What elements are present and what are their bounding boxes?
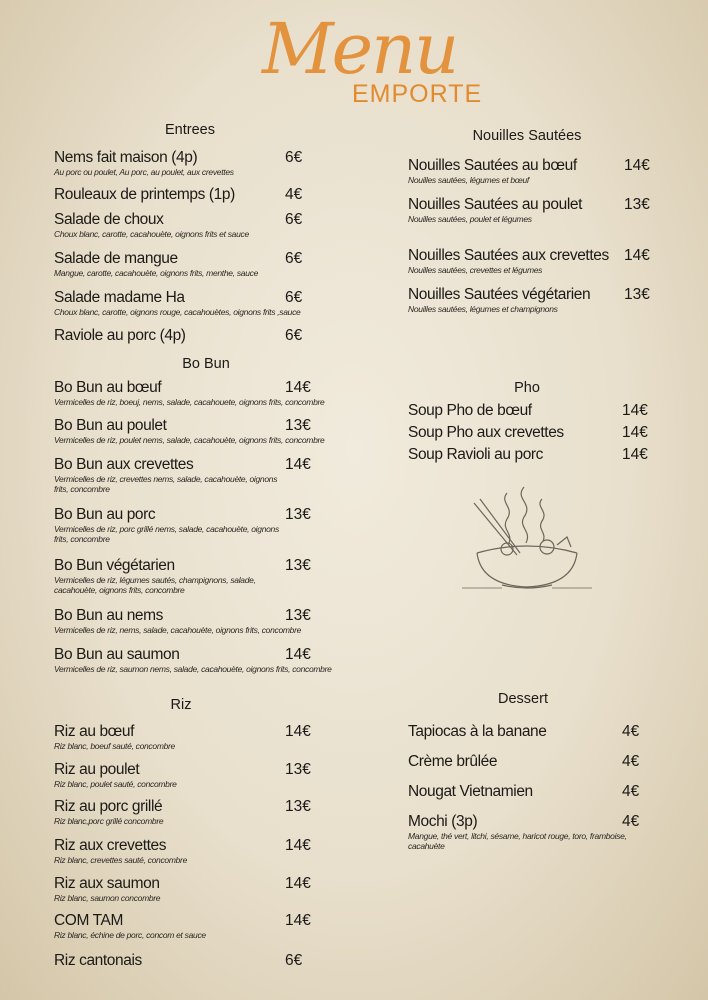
menu-item: [54, 952, 374, 970]
item-description: Riz blanc, saumon concombre: [54, 893, 161, 903]
pho-bowl-illustration: [462, 485, 592, 600]
menu-item: [408, 196, 708, 224]
item-price: 14€: [285, 379, 311, 396]
item-description: Riz blanc, boeuf sauté, concombre: [54, 741, 175, 751]
section-heading: Pho: [514, 380, 540, 396]
item-price: 13€: [285, 607, 311, 624]
item-price: 6€: [285, 211, 303, 228]
item-name: Soup Ravioli au porc: [408, 446, 544, 463]
section-heading: Nouilles Sautées: [472, 128, 582, 144]
item-price: 14€: [622, 402, 648, 419]
item-name: Nouilles Sautées aux crevettes: [408, 247, 609, 264]
menu-script-title: Menu: [262, 8, 458, 90]
item-description: Choux blanc, carotte, cacahouète, oignons frits et sauce: [54, 229, 249, 239]
item-price: 6€: [285, 289, 303, 306]
item-price: 14€: [285, 723, 311, 740]
menu-title: EMPORTE: [352, 80, 483, 108]
item-description: Nouilles sautées, légumes et champignons: [408, 304, 558, 314]
item-name: Bo Bun au poulet: [54, 417, 167, 434]
item-description: Au porc ou poulet, Au porc, au poulet, aux crevettes: [54, 167, 234, 177]
menu-item: [408, 157, 708, 185]
menu-item: [54, 875, 374, 903]
item-description: Vermicelles de riz, légumes sautés, champignons, salade, cacahouète, oignons frits, concombre: [54, 575, 256, 595]
item-name: Nems fait maison (4p): [54, 149, 198, 166]
item-description: Nouilles sautées, poulet et légumes: [408, 214, 532, 224]
item-price: 14€: [624, 157, 650, 174]
item-price: 4€: [622, 813, 640, 830]
item-price: 14€: [624, 247, 650, 264]
menu-item: [54, 837, 374, 865]
item-price: 13€: [285, 557, 311, 574]
item-description: Riz blanc, crevettes sauté, concombre: [54, 855, 187, 865]
menu-item: [54, 149, 374, 177]
item-price: 14€: [622, 424, 648, 441]
item-name: Bo Bun au saumon: [54, 646, 180, 663]
item-name: Soup Pho aux crevettes: [408, 424, 564, 441]
section-heading: Riz: [170, 697, 192, 713]
item-name: Raviole au porc (4p): [54, 327, 186, 344]
item-name: Riz au bœuf: [54, 723, 135, 740]
menu-item: [54, 723, 374, 751]
item-name: COM TAM: [54, 912, 123, 929]
item-price: 6€: [285, 327, 303, 344]
menu-item: [54, 646, 374, 674]
menu-item: [408, 783, 638, 801]
item-name: Rouleaux de printemps (1p): [54, 186, 235, 203]
item-name: Tapiocas à la banane: [408, 723, 547, 740]
item-name: Soup Pho de bœuf: [408, 402, 532, 419]
item-price: 13€: [285, 761, 311, 778]
menu-item: [54, 211, 374, 239]
item-price: 14€: [285, 875, 311, 892]
menu-item: [408, 723, 638, 741]
item-price: 13€: [624, 196, 650, 213]
item-name: Salade de mangue: [54, 250, 178, 267]
item-description: Choux blanc, carotte, oignons rouge, cacahouètes, oignons frits ,sauce: [54, 307, 301, 317]
item-description: Vermicelles de riz, poulet nems, salade, cacahouète, oignons frits, concombre: [54, 435, 325, 445]
item-name: Salade madame Ha: [54, 289, 185, 306]
item-price: 6€: [285, 149, 303, 166]
item-name: Nouilles Sautées au poulet: [408, 196, 583, 213]
item-name: Nouilles Sautées au bœuf: [408, 157, 577, 174]
menu-item: [54, 798, 374, 826]
item-price: 6€: [285, 952, 303, 969]
item-description: Vermicelles de riz, nems, salade, cacahouète, oignons frits, concombre: [54, 625, 302, 635]
menu-item: [408, 424, 708, 442]
item-description: Vermicelles de riz, crevettes nems, salade, cacahouète, oignons frits, concombre: [54, 474, 278, 494]
menu-item: [54, 327, 374, 345]
item-description: Riz blanc,porc grillé concombre: [54, 816, 164, 826]
menu-item: [408, 247, 708, 275]
menu-item: [54, 607, 374, 635]
item-description: Riz blanc, échine de porc, concom et sauce: [54, 930, 206, 940]
menu-item: [54, 289, 374, 317]
item-name: Riz aux saumon: [54, 875, 160, 892]
item-description: Vermicelles de riz, porc grillé nems, salade, cacahouète, oignons frits, concombre: [54, 524, 279, 544]
menu-item: [54, 557, 284, 595]
item-price: 4€: [622, 783, 640, 800]
item-name: Crème brûlée: [408, 753, 498, 770]
menu-item: [54, 456, 284, 494]
menu-item: [54, 417, 374, 445]
item-name: Salade de choux: [54, 211, 164, 228]
menu-item: [408, 446, 708, 464]
section-heading: Dessert: [498, 691, 548, 707]
item-name: Riz cantonais: [54, 952, 142, 969]
menu-item: [54, 186, 374, 204]
menu-item: [54, 506, 284, 544]
item-price: 14€: [285, 646, 311, 663]
item-description: Mangue, carotte, cacahouète, oignons frits, menthe, sauce: [54, 268, 259, 278]
item-description: Riz blanc, poulet sauté, concombre: [54, 779, 177, 789]
item-description: Nouilles sautées, crevettes et légumes: [408, 265, 543, 275]
menu-item: [408, 753, 638, 771]
item-price: 4€: [285, 186, 303, 203]
item-name: Riz au poulet: [54, 761, 140, 778]
menu-item: [54, 761, 374, 789]
item-name: Nougat Vietnamien: [408, 783, 533, 800]
item-name: Bo Bun au bœuf: [54, 379, 162, 396]
item-name: Bo Bun végétarien: [54, 557, 175, 574]
menu-item: [408, 813, 638, 851]
item-description: Vermicelles de riz, saumon nems, salade, cacahouète, oignons frits, concombre: [54, 664, 332, 674]
section-heading: Bo Bun: [182, 356, 230, 372]
item-name: Nouilles Sautées végétarien: [408, 286, 591, 303]
item-price: 6€: [285, 250, 303, 267]
section-heading: Entrees: [165, 122, 215, 138]
menu-item: [54, 379, 374, 407]
item-price: 14€: [285, 912, 311, 929]
menu-item: [54, 912, 374, 940]
item-name: Bo Bun au nems: [54, 607, 164, 624]
item-price: 13€: [285, 506, 311, 523]
item-price: 14€: [622, 446, 648, 463]
item-price: 13€: [285, 417, 311, 434]
item-description: Mangue, thé vert, litchi, sésame, haricot rouge, toro, framboise, cacahuète: [408, 831, 627, 851]
item-name: Mochi (3p): [408, 813, 478, 830]
item-price: 13€: [285, 798, 311, 815]
item-price: 13€: [624, 286, 650, 303]
item-name: Bo Bun aux crevettes: [54, 456, 194, 473]
item-description: Nouilles sautées, légumes et bœuf: [408, 175, 529, 185]
item-price: 4€: [622, 753, 640, 770]
item-name: Bo Bun au porc: [54, 506, 156, 523]
menu-item: [408, 286, 708, 314]
menu-item: [408, 402, 708, 420]
item-price: 14€: [285, 837, 311, 854]
item-name: Riz au porc grillé: [54, 798, 163, 815]
item-price: 14€: [285, 456, 311, 473]
item-price: 4€: [622, 723, 640, 740]
item-name: Riz aux crevettes: [54, 837, 167, 854]
menu-item: [54, 250, 374, 278]
item-description: Vermicelles de riz, boeuj, nems, salade, cacahouete, oignons frits, concombre: [54, 397, 325, 407]
